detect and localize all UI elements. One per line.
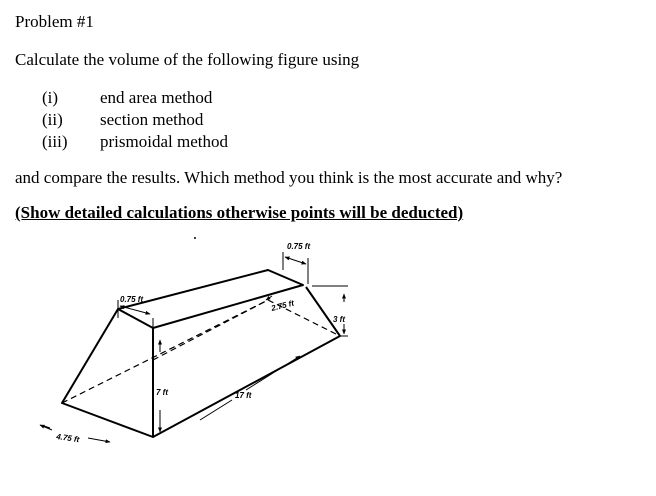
dim-label-top-near: 0.75 ft: [120, 295, 144, 304]
problem-intro: Calculate the volume of the following figure using: [15, 50, 360, 69]
dimension-lines: [40, 252, 348, 445]
method-label-2: section method: [100, 110, 204, 129]
right-side-face: [153, 287, 340, 437]
problem-title: Problem #1: [15, 12, 94, 31]
method-label-3: prismoidal method: [100, 132, 228, 151]
dim-label-near-bottom: 4.75 ft: [55, 432, 80, 445]
method-numeral-3: (iii): [42, 132, 68, 151]
method-numeral-2: (ii): [42, 110, 63, 129]
near-end-face: [62, 309, 153, 437]
dim-label-near-height: 7 ft: [156, 388, 168, 397]
dim-label-far-bottom: 2.75 ft: [270, 298, 295, 313]
compare-text: and compare the results. Which method you think is the most accurate and why?: [15, 168, 563, 187]
hidden-edges: [62, 300, 340, 403]
stray-dot: [194, 237, 196, 239]
dim-label-top-far: 0.75 ft: [287, 242, 311, 251]
prism-outline: [62, 270, 340, 437]
dim-label-length: 17 ft: [235, 391, 252, 400]
top-face: [118, 270, 303, 328]
deduction-note: (Show detailed calculations otherwise points will be deducted): [15, 203, 464, 222]
dim-label-far-height: 3 ft: [333, 315, 345, 324]
method-label-1: end area method: [100, 88, 213, 107]
method-numeral-1: (i): [42, 88, 59, 107]
